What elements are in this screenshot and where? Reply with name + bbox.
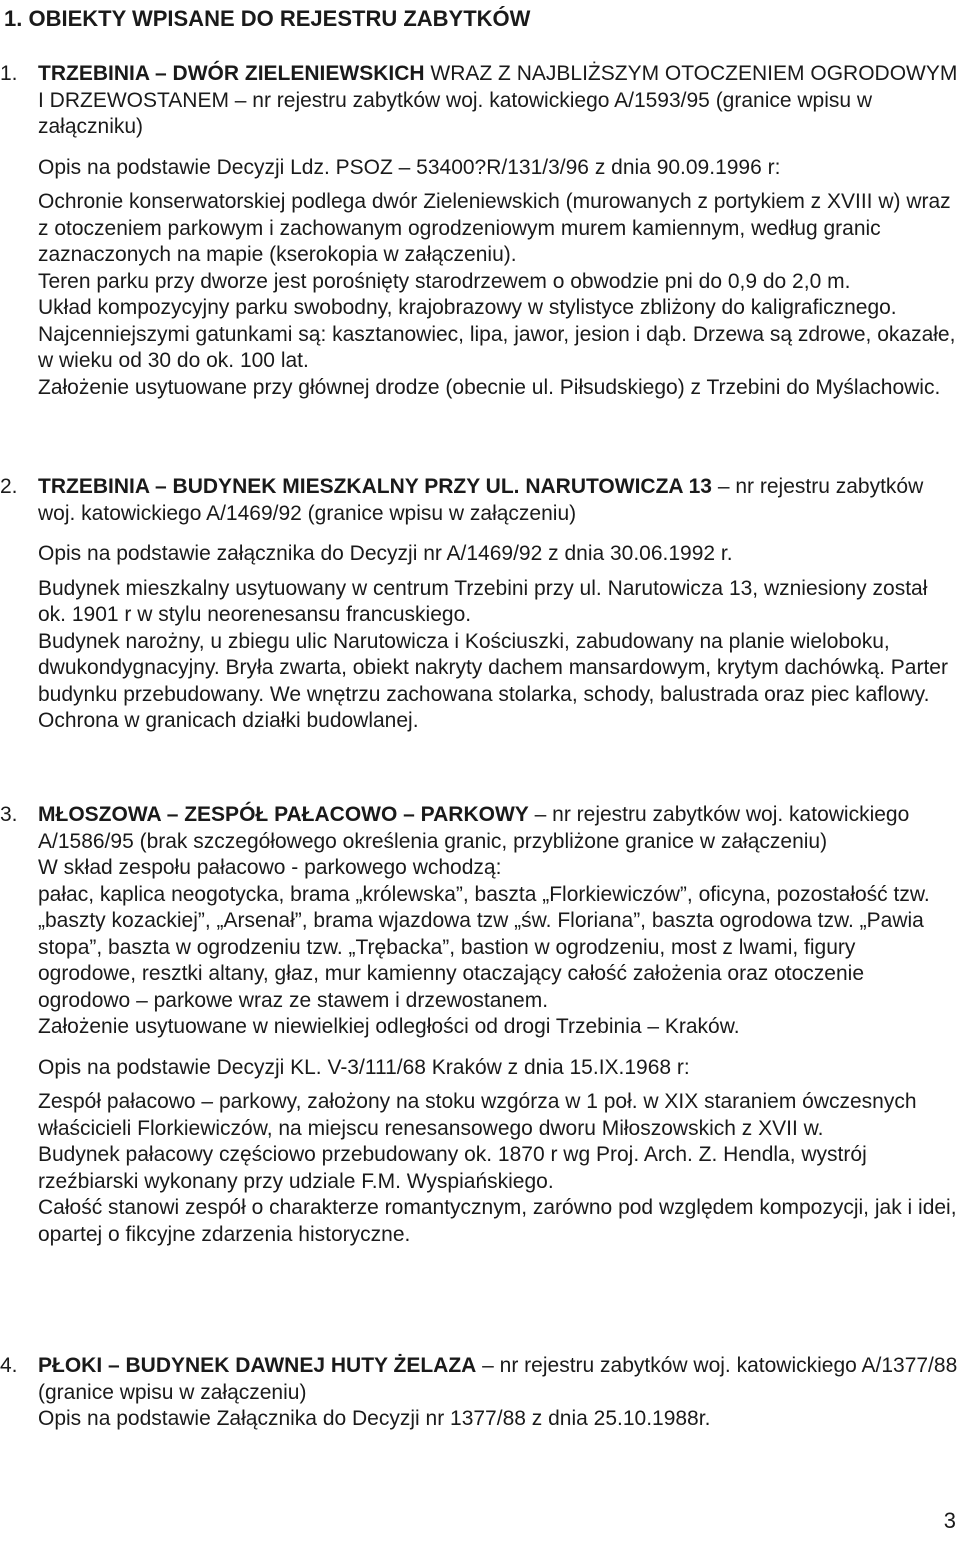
entry-1 bbox=[0, 61, 958, 401]
entry-1-title: 1. TRZEBINIA – DWÓR ZIELENIEWSKICH WRAZ Z NAJBLIŻSZYM OTOCZENIEM OGRODOWYM I DRZEWOSTANEM – nr rejestru zabytków woj. katowickiego A/1593/95 (granice wpisu w załączniku) bbox=[0, 62, 958, 138]
entry-2-title: 2. TRZEBINIA – BUDYNEK MIESZKALNY PRZY UL. NARUTOWICZA 13 – nr rejestru zabytków woj. katowickiego A/1469/92 (granice wpisu w załączeniu) bbox=[0, 475, 924, 525]
entry-3-paragraph-5: Budynek pałacowy częściowo przebudowany ok. 1870 r wg Proj. Arch. Z. Hendla, wystrój rzeźbiarski wykonany przy udziale F.M. Wyspiańskiego. bbox=[38, 1143, 867, 1193]
section-heading: 1. OBIEKTY WPISANE DO REJESTRU ZABYTKÓW bbox=[4, 6, 531, 31]
entry-3-title-bold: MŁOSZOWA – ZESPÓŁ PAŁACOWO – PARKOWY bbox=[38, 803, 529, 826]
page-number: 3 bbox=[943, 1508, 956, 1533]
entry-2-paragraph-1: Budynek mieszkalny usytuowany w centrum Trzebini przy ul. Narutowicza 13, wzniesiony został ok. 1901 r w stylu neorenesansu francuskiego. bbox=[38, 576, 928, 626]
entry-3-paragraph-6: Całość stanowi zespół o charakterze romantycznym, zarówno pod względem kompozycji, jak i idei, opartej o fikcyjne zdarzenia historyczne. bbox=[38, 1196, 957, 1246]
entry-2-paragraph-3: Ochrona w granicach działki budowlanej. bbox=[38, 709, 419, 732]
entry-1-paragraph-1: Ochronie konserwatorskiej podlega dwór Zieleniewskich (murowanych z portykiem z XVIII w) wraz z otoczeniem parkowym i zachowanym ogrodzeniowym murem kamiennym, według granic zaznaczonych na mapie (kserokopia w załączeniu). bbox=[38, 190, 951, 266]
entry-3-basis: Opis na podstawie Decyzji KL. V-3/111/68 Kraków z dnia 15.IX.1968 r: bbox=[38, 1055, 690, 1079]
entry-4 bbox=[0, 1353, 958, 1433]
entry-1-paragraph-3: Układ kompozycyjny parku swobodny, krajobrazowy w stylistyce zbliżony do kaligraficznego. Najcenniejszymi gatunkami są: kasztanowiec, lipa, jawor, jesion i dąb. Drzewa są zdrowe, okazałe, w wieku od 30 do ok. 100 lat. bbox=[38, 296, 956, 372]
entry-2 bbox=[0, 474, 958, 735]
entry-1-paragraph-4: Założenie usytuowane przy głównej drodze (obecnie ul. Piłsudskiego) z Trzebini do Myślachowic. bbox=[38, 375, 941, 399]
entry-4-title: 4. PŁOKI – BUDYNEK DAWNEJ HUTY ŻELAZA – nr rejestru zabytków woj. katowickiego A/1377/88 (granice wpisu w załączeniu) bbox=[0, 1354, 958, 1404]
entry-3-paragraph-3: Założenie usytuowane w niewielkiej odległości od drogi Trzebinia – Kraków. bbox=[38, 1015, 740, 1038]
entry-3 bbox=[0, 802, 958, 1248]
entry-1-basis: Opis na podstawie Decyzji Ldz. PSOZ – 53400?R/131/3/96 z dnia 90.09.1996 r: bbox=[38, 155, 781, 179]
entry-4-basis: Opis na podstawie Załącznika do Decyzji nr 1377/88 z dnia 25.10.1988r. bbox=[38, 1407, 711, 1430]
entry-3-paragraph-4: Zespół pałacowo – parkowy, założony na stoku wzgórza w 1 poł. w XIX staraniem ówczesnych właścicieli Florkiewiczów, na miejscu renesansowego dworu Miłoszowskich z XVII w. bbox=[38, 1090, 917, 1140]
entry-2-basis: Opis na podstawie załącznika do Decyzji nr A/1469/92 z dnia 30.06.1992 r. bbox=[38, 542, 733, 565]
entry-2-title-bold: TRZEBINIA – BUDYNEK MIESZKALNY PRZY UL. NARUTOWICZA 13 bbox=[38, 475, 712, 498]
entry-3-paragraph-1: W skład zespołu pałacowo - parkowego wchodzą: bbox=[38, 856, 502, 879]
entry-3-title: 3. MŁOSZOWA – ZESPÓŁ PAŁACOWO – PARKOWY – nr rejestru zabytków woj. katowickiego A/1586/95 (brak szczegółowego określenia granic, przybliżone granice w załączeniu) bbox=[0, 803, 910, 853]
entry-3-paragraph-2: pałac, kaplica neogotycka, brama „królewska”, baszta „Florkiewiczów”, oficyna, pozostałość tzw. „baszty kozackiej”, „Arsenał”, brama wjazdowa tzw „św. Floriana”, baszta ogrodowa tzw. „Pawia stopa”, baszta w ogrodzeniu tzw. „Trębacka”, bastion w ogrodzeniu, most z lwami, figury ogrodowe, resztki altany, głaz, mur kamienny otaczający całość założenia oraz otoczenie ogrodowo – parkowe wraz ze stawem i drzewostanem. bbox=[38, 882, 930, 1012]
entry-2-paragraph-2: Budynek narożny, u zbiegu ulic Narutowicza i Kościuszki, zabudowany na planie wieloboku, dwukondygnacyjny. Bryła zwarta, obiekt nakryty dachem mansardowym, krytym dachówką. Parter budynku przebudowany. We wnętrzu zachowana stolarka, schody, balustrada oraz piec kaflowy. bbox=[38, 629, 948, 706]
entry-1-paragraph-2: Teren parku przy dworze jest porośnięty starodrzewem o obwodzie pni do 0,9 do 2,0 m. bbox=[38, 269, 851, 293]
entry-1-title-bold: TRZEBINIA – DWÓR ZIELENIEWSKICH bbox=[38, 62, 425, 85]
entry-4-title-bold: PŁOKI – BUDYNEK DAWNEJ HUTY ŻELAZA bbox=[38, 1354, 477, 1377]
